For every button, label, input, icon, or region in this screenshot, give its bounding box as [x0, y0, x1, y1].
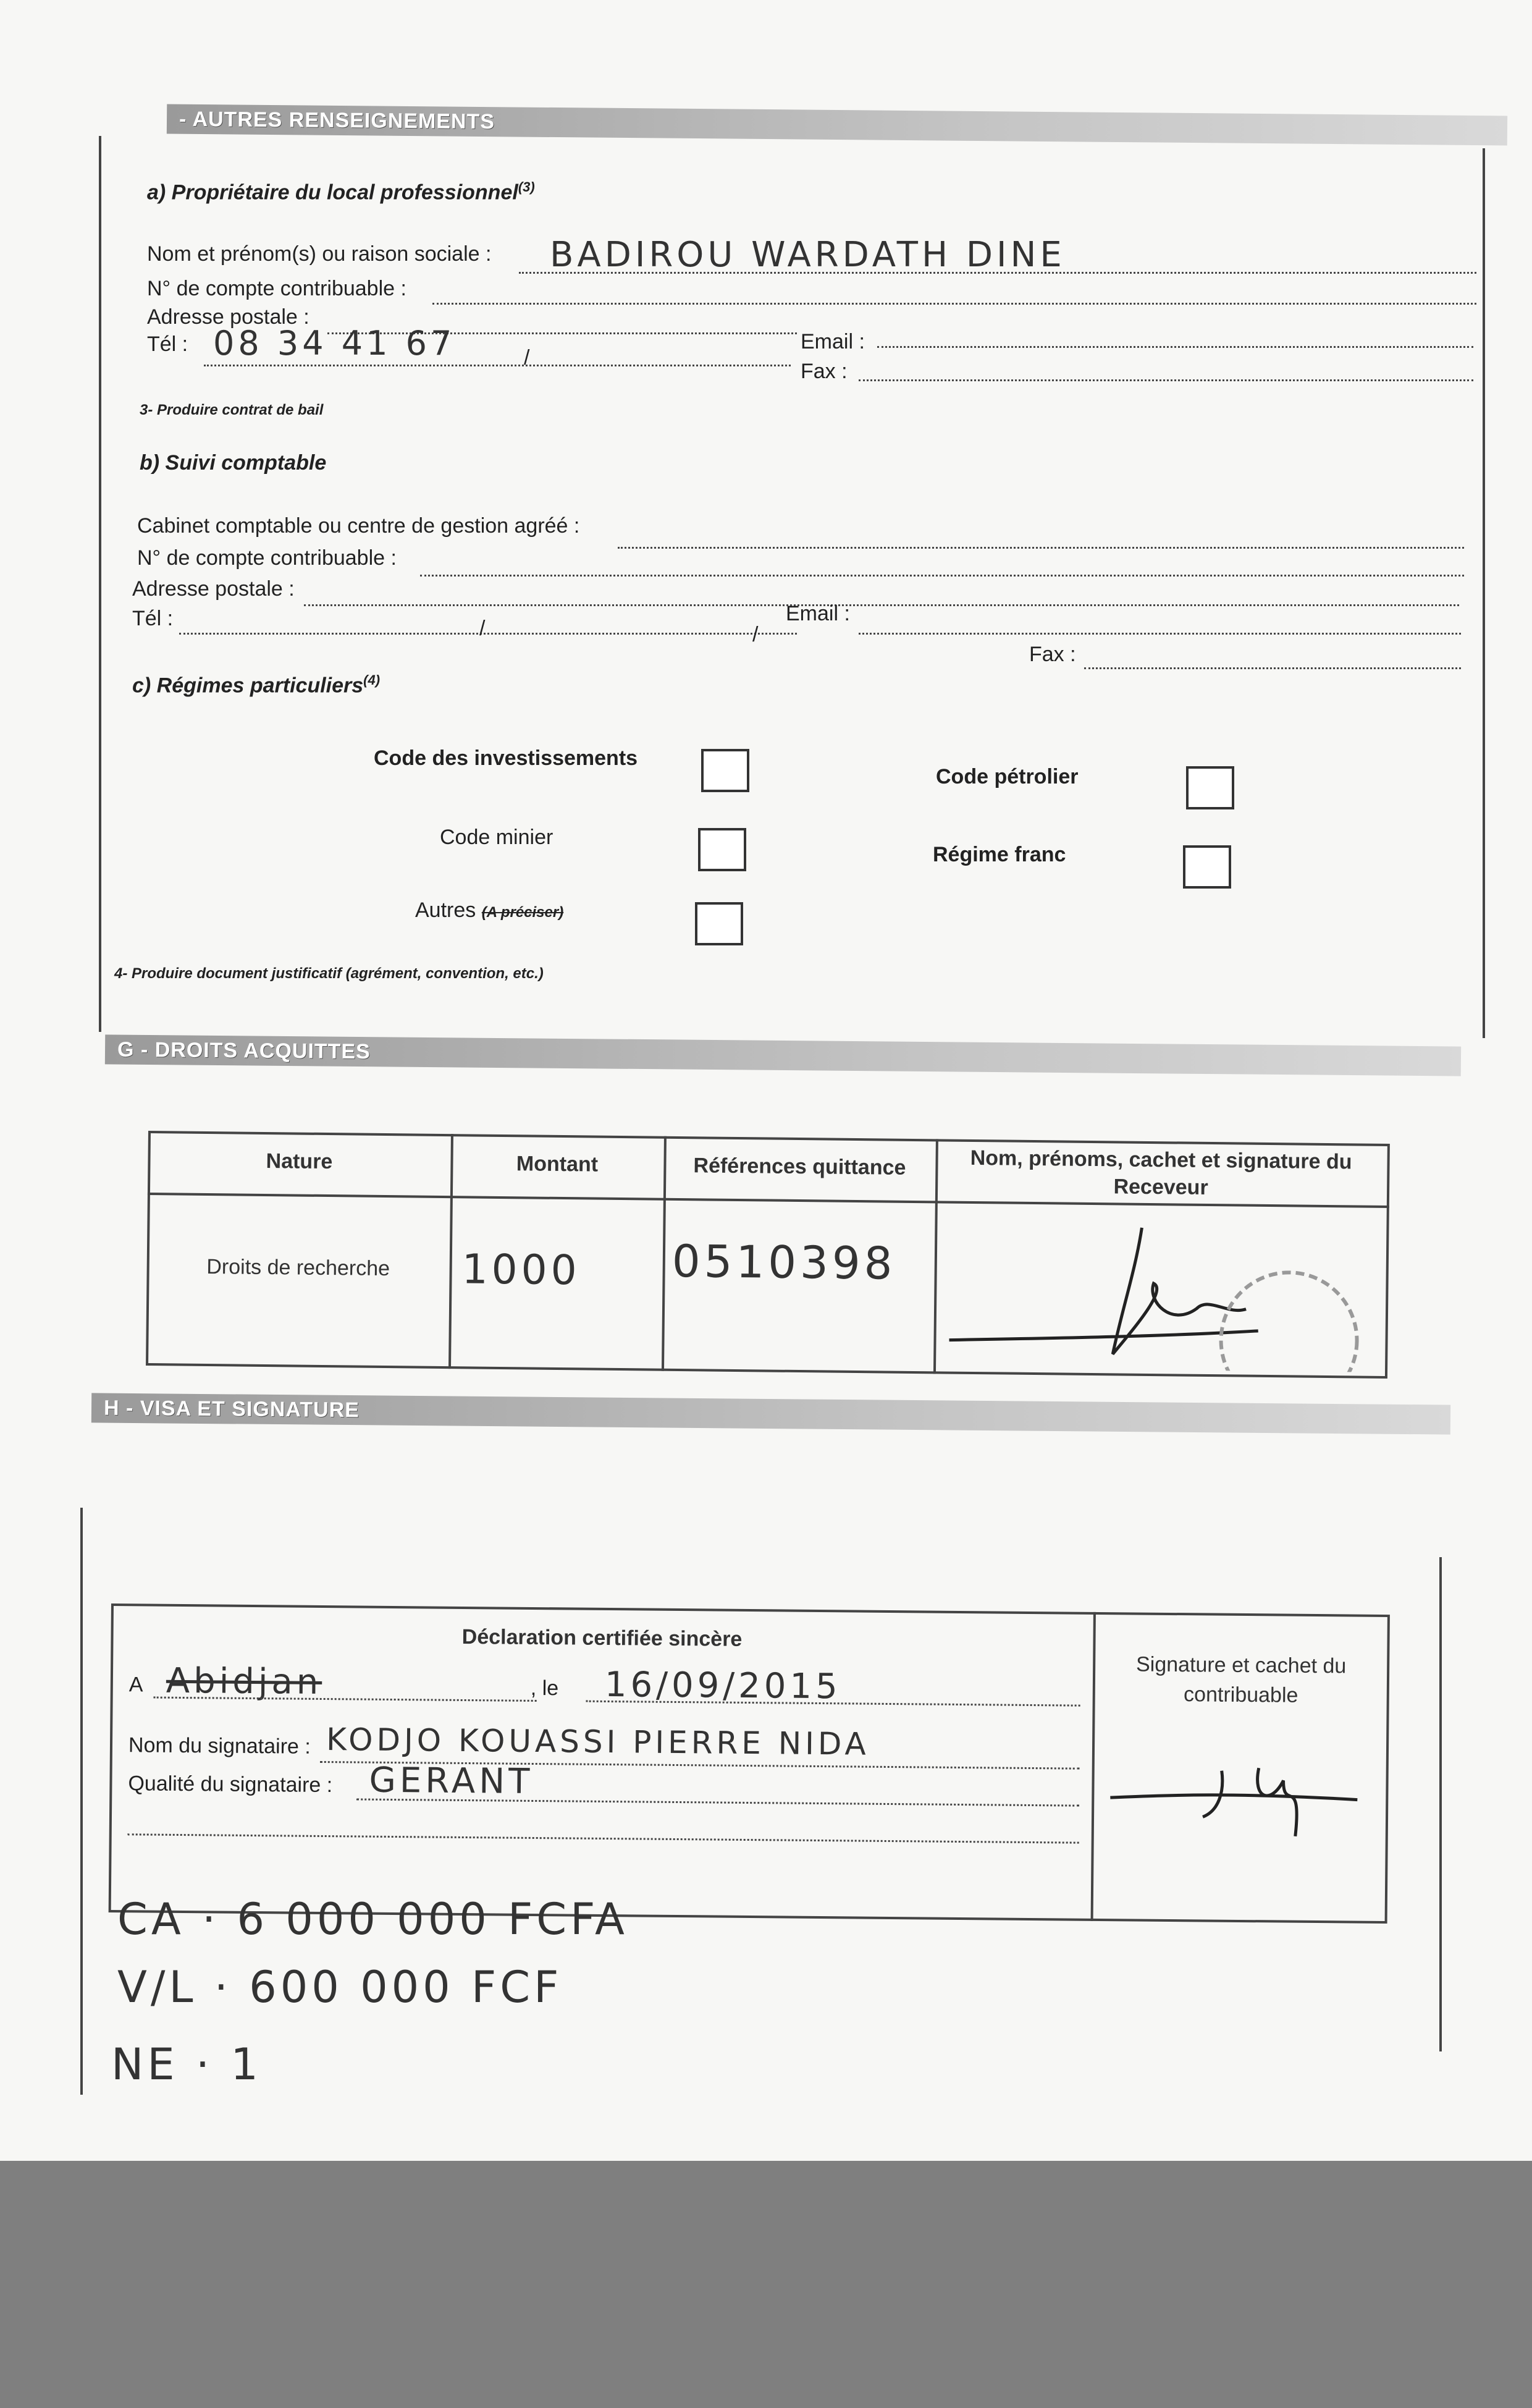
section-f-right-border: [1483, 148, 1485, 1038]
quality-value: GERANT: [369, 1760, 534, 1802]
account-label: N° de compte contribuable :: [147, 277, 406, 300]
cell-reference: 0510398: [671, 1235, 896, 1290]
b-account-line: [420, 575, 1464, 577]
regime-minier-label: Code minier: [440, 826, 553, 849]
cell-montant: 1000: [461, 1245, 581, 1295]
b-tel-label: Tél :: [132, 607, 174, 630]
col-header-montant: Montant: [516, 1152, 599, 1177]
fax-label: Fax :: [801, 360, 848, 383]
regime-franc-label: Régime franc: [933, 843, 1066, 866]
b-tel-line: [179, 633, 797, 635]
note-3: 3- Produire contrat de bail: [140, 402, 324, 418]
cabinet-label: Cabinet comptable ou centre de gestion agréé :: [137, 514, 580, 538]
handnote-ne: NE · 1: [111, 2039, 262, 2090]
b-email-line: [859, 633, 1461, 635]
signer-value: KODJO KOUASSI PIERRE NIDA: [326, 1722, 870, 1762]
cabinet-line: [618, 547, 1464, 549]
name-label: Nom et prénom(s) ou raison sociale :: [147, 242, 492, 266]
b-tel-slash-1: /: [479, 617, 486, 640]
b-fax-line: [1084, 667, 1461, 669]
col-header-nature: Nature: [266, 1149, 333, 1174]
regime-franc-checkbox[interactable]: [1183, 845, 1231, 889]
b-tel-slash-2: /: [752, 623, 759, 646]
address-label: Adresse postale :: [147, 305, 309, 329]
b-address-line: [304, 604, 1459, 606]
place-a-label: A: [128, 1673, 143, 1697]
section-h-left-border: [80, 1508, 83, 2095]
regime-petrolier-checkbox[interactable]: [1186, 766, 1234, 809]
date-le-label: , le: [530, 1676, 559, 1700]
handnote-ca: CA · 6 000 000 FCFA: [117, 1894, 628, 1945]
signer-label: Nom du signataire :: [128, 1733, 311, 1759]
subsection-title-regimes: c) Régimes particuliers$^{(4)}$: [132, 672, 381, 698]
subsection-title-suivi-comptable: b) Suivi comptable: [140, 451, 327, 475]
declaration-title: Déclaration certifiée sincère: [461, 1624, 743, 1651]
section-header-visa-signature: H - VISA ET SIGNATURE: [91, 1393, 1450, 1434]
section-header-droits-acquittes: G - DROITS ACQUITTES: [105, 1034, 1461, 1076]
tel-value: 08 34 41 67: [213, 324, 456, 363]
regime-investissements-checkbox[interactable]: [701, 749, 749, 792]
declaration-box: [109, 1603, 1390, 1924]
regime-investissements-label: Code des investissements: [374, 746, 638, 770]
b-fax-label: Fax :: [1029, 643, 1076, 666]
regime-autres-checkbox[interactable]: [695, 902, 743, 945]
place-value: Abidjan: [166, 1660, 322, 1702]
subsection-title-proprietaire: a) Propriétaire du local professionnel$^{(3)}$: [147, 179, 535, 205]
col-header-receveur: Nom, prénoms, cachet et signature du Receveur: [970, 1146, 1352, 1199]
handnote-vl: V/L · 600 000 FCF: [117, 1962, 563, 2013]
b-address-label: Adresse postale :: [132, 577, 295, 601]
section-f-left-border: [99, 136, 101, 1032]
regime-petrolier-label: Code pétrolier: [936, 765, 1079, 788]
cell-nature: Droits de recherche: [206, 1255, 390, 1281]
receveur-signature: [936, 1213, 1383, 1372]
account-line: [432, 303, 1476, 305]
regime-minier-checkbox[interactable]: [698, 828, 746, 871]
tel-line: [204, 365, 791, 366]
col-header-references: Références quittance: [693, 1154, 906, 1180]
date-value: 16/09/2015: [604, 1664, 841, 1707]
droits-table: [146, 1131, 1390, 1379]
tel-label: Tél :: [147, 332, 188, 356]
email-line: [877, 346, 1473, 348]
note-4: 4- Produire document justificatif (agrément, convention, etc.): [114, 965, 544, 982]
section-header-autres-renseignements: - AUTRES RENSEIGNEMENTS: [167, 104, 1507, 146]
regime-autres-label: Autres (A préciser): [415, 898, 564, 922]
name-value: BADIROU WARDATH DINE: [550, 235, 1066, 275]
sign-box-label: Signature et cachet du contribuable: [1135, 1652, 1347, 1707]
quality-label: Qualité du signataire :: [128, 1772, 333, 1798]
b-account-label: N° de compte contribuable :: [137, 546, 397, 570]
fax-line: [859, 379, 1473, 381]
section-h-right-border: [1439, 1557, 1442, 2051]
tel-slash: /: [524, 346, 530, 370]
b-email-label: Email :: [786, 602, 850, 625]
email-label: Email :: [801, 330, 865, 353]
taxpayer-signature: [1097, 1736, 1383, 1886]
